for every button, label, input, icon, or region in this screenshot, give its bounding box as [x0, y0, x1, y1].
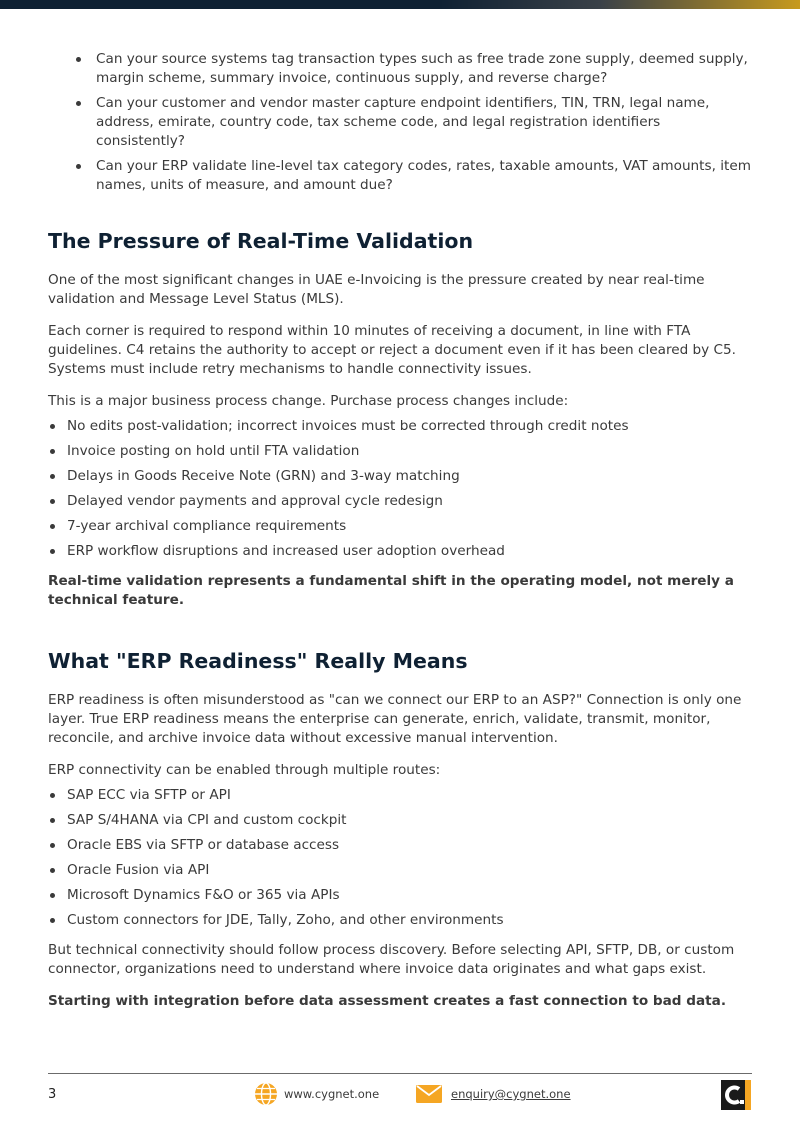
- page-number: 3: [48, 1087, 57, 1102]
- paragraph: This is a major business process change. Purchase process changes include:: [48, 393, 569, 409]
- list-item: Custom connectors for JDE, Tally, Zoho, and other environments: [48, 911, 753, 930]
- purchase-changes-list: [48, 417, 753, 561]
- list-item: SAP ECC via SFTP or API: [48, 786, 753, 805]
- list-item: Can your customer and vendor master capture endpoint identifiers, TIN, TRN, legal name, address, emirate, country code, tax scheme code, and legal registration identifiers consistently?: [48, 94, 753, 151]
- list-item: ERP workflow disruptions and increased user adoption overhead: [48, 542, 753, 561]
- list-item: No edits post-validation; incorrect invoices must be corrected through credit notes: [48, 417, 753, 436]
- mail-icon: [415, 1084, 443, 1104]
- cygnet-logo-icon: [721, 1080, 751, 1110]
- email-link[interactable]: enquiry@cygnet.one: [451, 1087, 571, 1101]
- paragraph: ERP readiness is often misunderstood as "can we connect our ERP to an ASP?" Connection is only one layer. True ERP readiness means the enterprise can generate, enrich, validate, transmit, monitor, reconcile, and archive invoice data without excessive manual intervention.: [48, 692, 742, 746]
- section-heading-realtime: The Pressure of Real-Time Validation: [48, 229, 474, 253]
- key-statement: Starting with integration before data assessment creates a fast connection to bad data.: [48, 993, 727, 1009]
- paragraph: Each corner is required to respond within 10 minutes of receiving a document, in line with FTA guidelines. C4 retains the authority to accept or reject a document even if it has been cleared by C5. Systems must include retry mechanisms to handle connectivity issues.: [48, 323, 736, 377]
- list-item: 7-year archival compliance requirements: [48, 517, 753, 536]
- paragraph: ERP connectivity can be enabled through multiple routes:: [48, 762, 441, 778]
- list-item: Delays in Goods Receive Note (GRN) and 3-way matching: [48, 467, 753, 486]
- globe-icon: [254, 1082, 278, 1106]
- list-item: Can your source systems tag transaction types such as free trade zone supply, deemed supply, margin scheme, summary invoice, continuous supply, and reverse charge?: [48, 50, 753, 88]
- list-item: Microsoft Dynamics F&O or 365 via APIs: [48, 886, 753, 905]
- list-item: Oracle Fusion via API: [48, 861, 753, 880]
- website-link[interactable]: www.cygnet.one: [284, 1087, 380, 1101]
- page-content: [48, 50, 753, 1011]
- top-accent-bar: [0, 0, 800, 9]
- list-item: SAP S/4HANA via CPI and custom cockpit: [48, 811, 753, 830]
- footer-email[interactable]: [415, 1081, 571, 1107]
- paragraph: One of the most significant changes in UAE e-Invoicing is the pressure created by near real-time validation and Message Level Status (MLS).: [48, 272, 705, 307]
- erp-connectivity-list: [48, 786, 753, 930]
- paragraph: But technical connectivity should follow process discovery. Before selecting API, SFTP, DB, or custom connector, organizations need to understand where invoice data originates and what gaps exist.: [48, 942, 735, 977]
- key-statement: Real-time validation represents a fundamental shift in the operating model, not merely a technical feature.: [48, 573, 734, 608]
- list-item: Delayed vendor payments and approval cycle redesign: [48, 492, 753, 511]
- intro-bullet-list: [48, 50, 753, 195]
- list-item: Can your ERP validate line-level tax category codes, rates, taxable amounts, VAT amounts, item names, units of measure, and amount due?: [48, 157, 753, 195]
- list-item: Invoice posting on hold until FTA validation: [48, 442, 753, 461]
- section-heading-erp-readiness: What "ERP Readiness" Really Means: [48, 649, 468, 673]
- footer-website[interactable]: [254, 1081, 379, 1107]
- footer-divider: [48, 1073, 752, 1074]
- list-item: Oracle EBS via SFTP or database access: [48, 836, 753, 855]
